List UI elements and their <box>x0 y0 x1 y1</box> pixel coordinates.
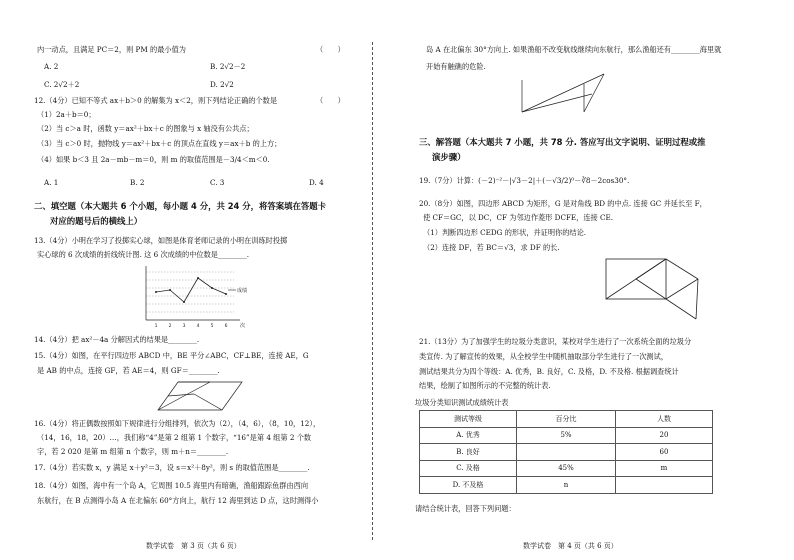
q11-option-c: C. 2√2＋2 <box>44 80 80 89</box>
q20-line-4: （2）连接 DF，若 BC＝√3，求 DF 的长. <box>423 243 560 252</box>
q12-item-1: （1）2a＋b＝0； <box>37 110 96 119</box>
table-cell: m <box>616 460 713 477</box>
page-divider <box>372 42 373 540</box>
table-cell <box>616 477 713 494</box>
q11-option-a: A. 2 <box>44 62 59 71</box>
table-cell: A. 优秀 <box>420 427 517 444</box>
page-4 <box>397 0 794 560</box>
q15-parallelogram-figure <box>150 378 250 416</box>
q12-item-2: （2）当 c＞a 时，函数 y＝ax²＋bx＋c 的图象与 x 轴没有公共点； <box>37 124 254 133</box>
score-table <box>419 410 713 494</box>
q11-option-b: B. 2√2－2 <box>210 62 246 71</box>
q21-tail: 请结合统计表，回答下列问题： <box>415 504 516 513</box>
svg-text:4: 4 <box>196 324 200 329</box>
q12-bracket: （ ） <box>316 96 345 105</box>
table-cell: 5% <box>517 427 616 444</box>
table-caption: 垃圾分类知识测试成绩统计表 <box>415 398 509 407</box>
q21-line-2: 类宣传. 为了解宣传的效果，从全校学生中随机抽取部分学生进行了一次测试， <box>419 352 668 361</box>
q18-line-4: 开始有触礁的危险. <box>426 62 486 71</box>
section-3-title-cont: 演步骤） <box>432 152 466 162</box>
q12-option-c: C. 3 <box>210 178 225 187</box>
q13-x-axis-label: 次 <box>240 323 246 329</box>
page-footer: 数学试卷 第 3 页（共 6 页） <box>146 542 241 550</box>
q11-bracket: （ ） <box>316 45 345 54</box>
table-cell: 60 <box>616 444 713 461</box>
q18-line-2: 东航行，在 B 点测得小岛 A 在北偏东 60°方向上，航行 12 海里到达 D 点，这时测得小 <box>37 496 319 505</box>
q20-line-2: 使 CF＝GC，以 DC，CF 为邻边作菱形 DCFE，连接 CE. <box>423 213 614 222</box>
q15-line-1: 15.（4分）如图，在平行四边形 ABCD 中，BE 平分∠ABC，CF⊥BE，连接 AE，G <box>34 351 309 360</box>
q11-stem-cont: 内一动点，且满足 PC＝2，则 PM 的最小值为 <box>37 45 186 54</box>
q17: 17.（4分）若实数 x，y 满足 x＋y²＝3，设 s＝x²＋8y²，则 s 的取值范围是________. <box>34 463 310 472</box>
q11-option-d: D. 2√2 <box>210 80 234 89</box>
q21-line-4: 结果，绘制了如图所示的不完整的统计表. <box>419 381 551 390</box>
q20-line-1: 20.（8分）如图，四边形 ABCD 为矩形，G 是对角线 BD 的中点. 连接 GC 并延长至 F， <box>419 199 707 208</box>
section-2-title-cont: 对应的题号后的横线上） <box>50 216 143 226</box>
q12-item-4: （4）如果 b＜3 且 2a－mb－m＝0，则 m 的取值范围是－3/4＜m＜0. <box>37 155 270 164</box>
svg-text:2: 2 <box>168 324 172 329</box>
q20-rectangle-rhombus-figure <box>590 253 720 333</box>
q18-line-3: 岛 A 在北偏东 30°方向上. 如果渔船不改变航线继续向东航行，那么渔船还有________海里就 <box>426 45 722 54</box>
table-cell: C. 及格 <box>420 460 517 477</box>
table-cell: 45% <box>517 460 616 477</box>
q12-option-b: B. 2 <box>130 178 145 187</box>
table-header-cell: 百分比 <box>517 411 616 428</box>
q13-line-2: 实心球的 6 次成绩的折线统计图. 这 6 次成绩的中位数是________. <box>37 250 250 259</box>
table-header-cell: 测试等级 <box>420 411 517 428</box>
q12-item-3: （3）当 c＞0 时，抛物线 y＝ax²＋bx＋c 的顶点在直线 y＝ax＋b 的上方； <box>37 139 282 148</box>
table-row <box>420 444 713 461</box>
q16-line-3: 字，若 2 020 是第 m 组第 n 个数字，则 m＋n＝________. <box>37 447 229 456</box>
q14: 14.（4分）把 ax²－4a 分解因式的结果是________. <box>34 335 200 344</box>
q21-line-1: 21.（13分）为了加强学生的垃圾分类意识，某校对学生进行了一次系统全面的垃圾分 <box>419 337 692 346</box>
table-cell <box>517 444 616 461</box>
table-row <box>420 460 713 477</box>
section-2-title: 二、填空题（本大题共 6 个小题，每小题 4 分，共 24 分，将答案填在答题卡 <box>34 201 327 211</box>
table-header-cell: 人数 <box>616 411 713 428</box>
table-row <box>420 427 713 444</box>
q12-option-d: D. 4 <box>309 178 324 187</box>
table-row <box>420 477 713 494</box>
q19: 19.（7分）计算：(－2)⁻²－|√3－2|＋(－√3/2)⁰－∛8－2cos30°. <box>419 176 630 185</box>
section-3-title: 三、解答题（本大题共 7 小题，共 78 分. 答应写出文字说明、证明过程或推 <box>419 137 706 147</box>
q18-island-figure <box>512 70 612 118</box>
q13-legend: 成绩 <box>237 288 248 294</box>
table-cell: D. 不及格 <box>420 477 517 494</box>
table-cell: 20 <box>616 427 713 444</box>
q15-line-2: 是 AB 的中点，连接 GF，若 AE＝4，则 GF＝________. <box>37 366 220 375</box>
q13-line-chart <box>132 264 250 330</box>
table-cell: B. 良好 <box>420 444 517 461</box>
q13-line-1: 13.（4分）小明在学习了投掷实心球，如图是体育老师记录的小明在训练时投掷 <box>34 236 288 245</box>
svg-text:6: 6 <box>224 324 228 329</box>
svg-text:1: 1 <box>154 324 158 329</box>
q12-stem: 12.（4分）已知不等式 ax＋b＞0 的解集为 x＜2，则下列结论正确的个数是 <box>34 96 278 105</box>
table-cell: n <box>517 477 616 494</box>
svg-text:5: 5 <box>210 324 214 329</box>
q21-line-3: 测试结果共分为四个等级：A. 优秀，B. 良好，C. 及格，D. 不及格. 根据调查统计 <box>419 367 679 376</box>
q20-line-3: （1）判断四边形 CEDG 的形状，并证明你的结论. <box>423 228 587 237</box>
q16-line-1: 16.（4分）将正偶数按照如下规律进行分组排列，依次为（2），（4，6），（8，10，12）， <box>34 419 321 428</box>
q16-line-2: （14，16，18，20）…，我们称“4”是第 2 组第 1 个数字，“16”是第 4 组第 2 个数 <box>37 433 312 442</box>
q18-line-1: 18.（4分）如图，海中有一个岛 A，它周围 10.5 海里内有暗礁，渔船跟踪鱼群由西向 <box>34 481 309 490</box>
table-header-row <box>420 411 713 428</box>
q12-option-a: A. 1 <box>44 178 59 187</box>
svg-text:3: 3 <box>182 324 186 329</box>
page-footer: 数学试卷 第 4 页（共 6 页） <box>523 542 618 550</box>
